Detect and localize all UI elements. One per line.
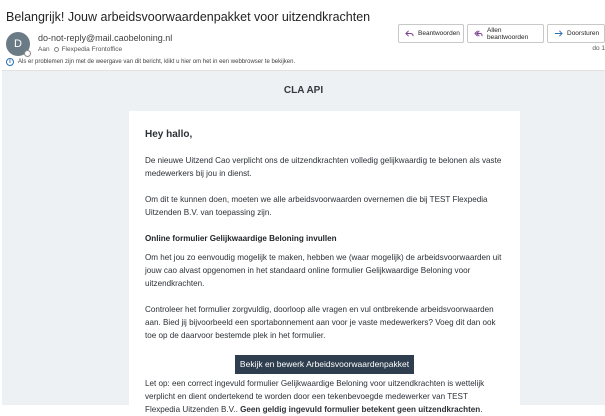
sender-block [6, 32, 172, 56]
forward-label: Doorsturen [567, 30, 600, 37]
paragraph-4: Controleer het formulier zorgvuldig, doorloop alle vragen en vul ontbrekende arbeidsvoorwaarden aan. Bied jij bijvoorbeeld een sportabonnement aan voor je vaste medewerkers? Voeg dit dan ook toe op de daarvoor bestemde plek in het formulier. [145, 305, 496, 340]
forward-button[interactable] [547, 24, 605, 43]
message-body [2, 70, 605, 414]
reply-label: Beantwoorden [418, 30, 460, 37]
view-edit-package-button[interactable]: Bekijk en bewerk Arbeidsvoorwaardenpakket [235, 355, 414, 374]
recipient-line [38, 45, 172, 54]
reply-all-label: Allen beantwoorden [487, 26, 529, 41]
paragraph-5-end: . [480, 405, 483, 414]
recipient-name[interactable]: Flexpedia Frontoffice [61, 46, 123, 53]
reply-all-button[interactable] [467, 24, 544, 43]
message-actions [398, 24, 605, 43]
recipient-status-icon [54, 47, 59, 52]
sender-address[interactable]: do-not-reply@mail.caobeloning.nl [38, 33, 173, 43]
sender-avatar[interactable] [6, 32, 30, 56]
sender-info [38, 32, 172, 54]
reply-all-icon [474, 29, 483, 38]
vertical-scrollbar[interactable] [600, 70, 605, 405]
paragraph-2: Om dit te kunnen doen, moeten we alle arbeidsvoorwaarden overnemen die bij TEST Flexpedia Uitzenden B.V. van toepassing zijn. [145, 195, 488, 217]
email-subject: Belangrijk! Jouw arbeidsvoorwaardenpakket voor uitzendkrachten [6, 10, 371, 24]
info-bar-text[interactable]: Als er problemen zijn met de weergave van dit bericht, klikt u hier om het in een webbrowser te bekijken. [18, 59, 296, 65]
message-date: do 1 [592, 45, 605, 52]
paragraph-5-bold: Geen geldig ingevuld formulier betekent geen uitzendkrachten [240, 405, 481, 414]
reply-button[interactable] [398, 24, 464, 43]
cta-wrapper [145, 354, 504, 374]
paragraph-1: De nieuwe Uitzend Cao verplicht ons de uitzendkrachten volledig gelijkwaardig te belonen als vaste medewerkers bij jou in dienst. [145, 156, 502, 178]
paragraph-3: Om het jou zo eenvoudig mogelijk te maken, hebben we (waar mogelijk) de arbeidsvoorwaarden uit jouw cao alvast opgenomen in het standaard online formulier Gelijkwaardige Beloning voor uitzendkrachten. [145, 253, 502, 288]
info-icon: i [6, 58, 14, 66]
paragraph-5 [145, 377, 504, 416]
reply-icon [405, 29, 414, 38]
avatar-initial: D [14, 38, 22, 50]
presence-indicator [24, 50, 31, 57]
paragraph-5-start: Let op: een correct ingevuld formulier Gelijkwaardige Beloning voor uitzendkrachten is wettelijk verplicht en dient ondertekend te worden door een tekenbevoegde medewerker van TEST Flexpedia Uitzenden B.V.. [145, 379, 485, 414]
info-bar[interactable] [6, 58, 295, 66]
mail-header-title: CLA API [283, 85, 324, 96]
section-heading: Online formulier Gelijkwaardige Beloning invullen [145, 234, 337, 243]
to-label: Aan [38, 46, 50, 53]
forward-icon [554, 29, 563, 38]
mail-content-card [129, 111, 520, 414]
greeting: Hey hallo, [145, 129, 193, 140]
